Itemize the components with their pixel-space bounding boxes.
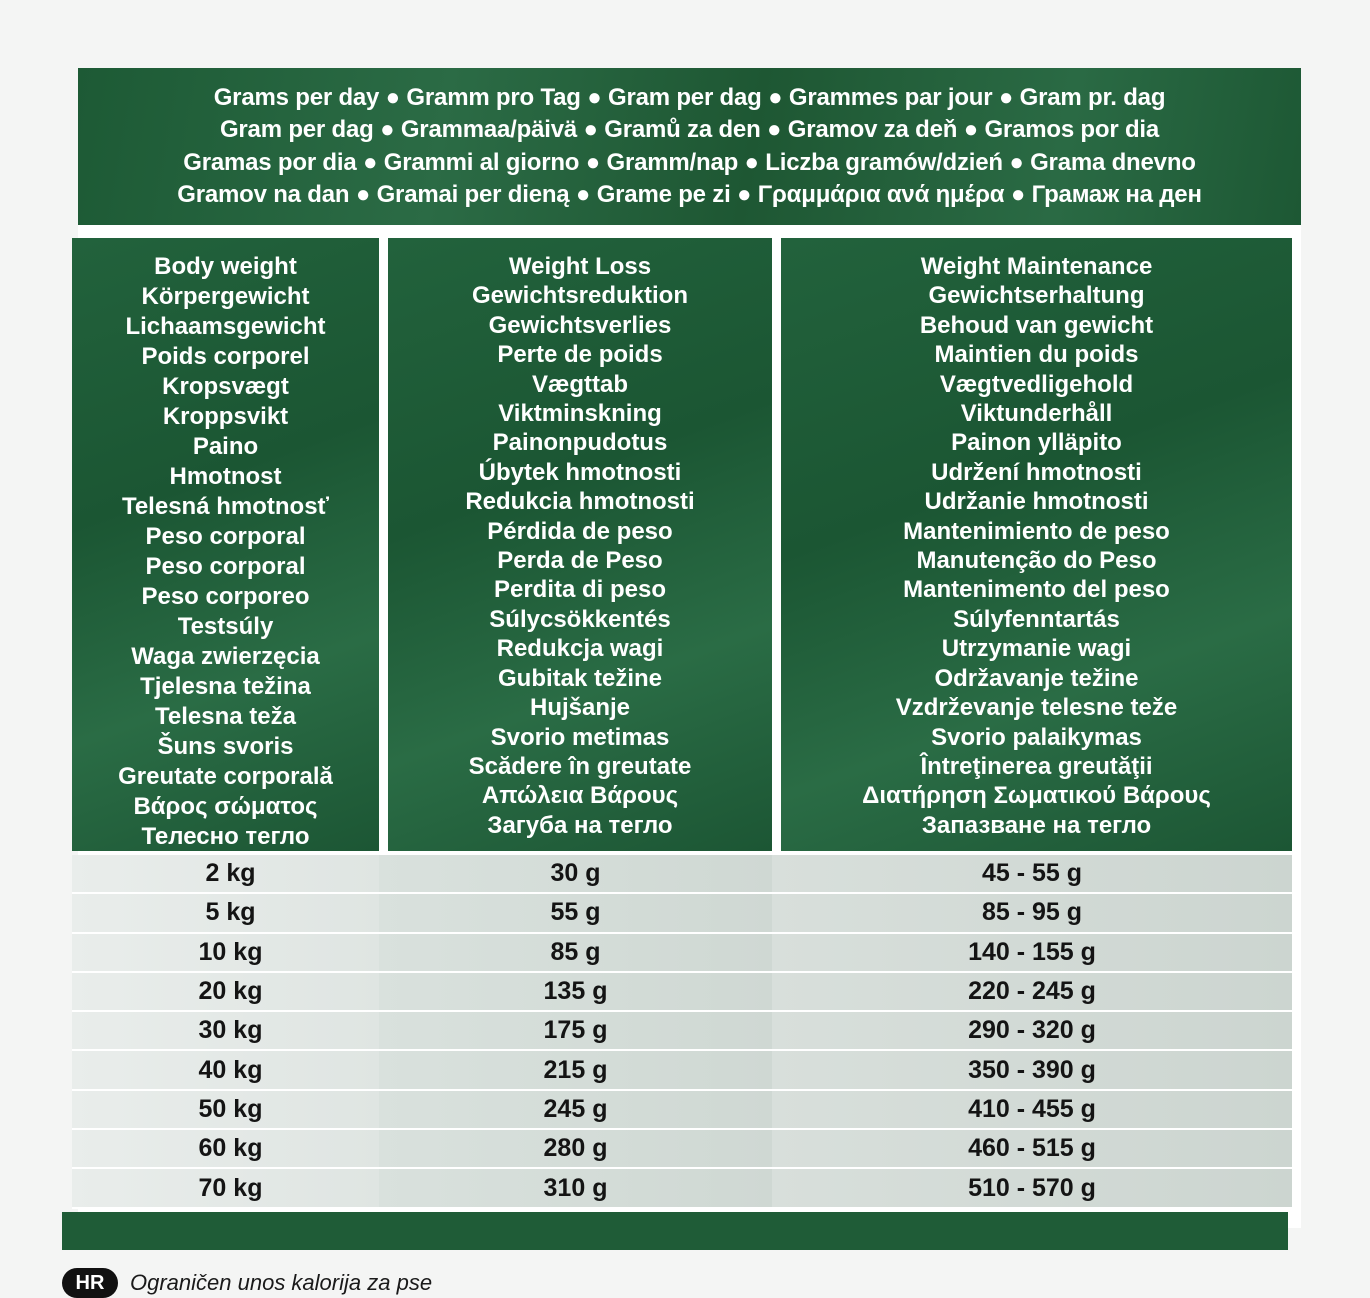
maintenance-cell: 290 - 320 g (772, 1012, 1292, 1049)
weight-maintenance-label: Vægtvedligehold (939, 370, 1134, 398)
body-weight-label: Lichaamsgewicht (125, 313, 326, 340)
language-badge: HR (62, 1268, 118, 1298)
body-weight-label: Peso corporal (145, 523, 306, 550)
body-weight-label: Телесно тегло (141, 823, 310, 850)
maintenance-cell: 85 - 95 g (772, 894, 1292, 931)
weight-loss-label: Gewichtsreduktion (471, 282, 689, 310)
body-weight-label: Hmotnost (169, 463, 282, 490)
body-weight-label: Tjelesna težina (140, 673, 311, 700)
weight-loss-cell: 135 g (379, 973, 772, 1010)
weight-loss-header (388, 238, 772, 851)
weight-maintenance-label: Manutenção do Peso (916, 547, 1157, 575)
weight-maintenance-label: Διατήρηση Σωματικού Βάρους (862, 782, 1211, 810)
table-row (72, 894, 1292, 933)
weight-maintenance-label: Održavanje težine (934, 664, 1139, 692)
weight-loss-label: Hujšanje (529, 694, 631, 722)
title-line: Grams per day ● Gramm pro Tag ● Gram per dag ● Grammes par jour ● Gram pr. dag (213, 83, 1166, 111)
weight-maintenance-label: Udržanie hmotnosti (924, 488, 1149, 516)
weight-loss-label: Redukcia hmotnosti (465, 488, 695, 516)
body-weight-label: Waga zwierzęcia (131, 643, 320, 670)
body-weight-label: Peso corporal (145, 553, 306, 580)
weight-loss-label: Perte de poids (497, 341, 663, 369)
table-footer-bar (62, 1212, 1288, 1250)
body-weight-cell: 70 kg (72, 1169, 379, 1206)
body-weight-label: Körpergewicht (141, 283, 310, 310)
body-weight-cell: 40 kg (72, 1051, 379, 1088)
weight-maintenance-label: Mantenimiento de peso (903, 517, 1170, 545)
weight-loss-label: Загуба на тегло (487, 811, 673, 839)
weight-loss-cell: 280 g (379, 1130, 772, 1167)
body-weight-cell: 50 kg (72, 1091, 379, 1128)
maintenance-cell: 410 - 455 g (772, 1091, 1292, 1128)
maintenance-cell: 460 - 515 g (772, 1130, 1292, 1167)
body-weight-label: Βάρος σώματος (133, 793, 318, 820)
table-row (72, 1169, 1292, 1208)
body-weight-label: Telesná hmotnosť (121, 493, 330, 520)
table-row (72, 1130, 1292, 1169)
column-headers (72, 238, 1292, 851)
body-weight-cell: 5 kg (72, 894, 379, 931)
weight-loss-label: Súlycsökkentés (489, 605, 671, 633)
table-row (72, 855, 1292, 894)
weight-maintenance-label: Weight Maintenance (920, 253, 1153, 280)
weight-loss-cell: 310 g (379, 1169, 772, 1206)
table-row (72, 1091, 1292, 1130)
bottom-note (62, 1268, 432, 1298)
maintenance-cell: 510 - 570 g (772, 1169, 1292, 1206)
table-row (72, 1051, 1292, 1090)
weight-loss-label: Απώλεια Βάρους (481, 782, 679, 810)
weight-loss-label: Viktminskning (498, 400, 662, 428)
weight-maintenance-label: Viktunderhåll (960, 400, 1113, 428)
body-weight-label: Šuns svoris (157, 733, 294, 760)
weight-loss-label: Svorio metimas (490, 723, 670, 751)
body-weight-label: Kropsvægt (162, 373, 289, 400)
weight-loss-cell: 55 g (379, 894, 772, 931)
body-weight-label: Paino (192, 433, 259, 460)
weight-loss-cell: 245 g (379, 1091, 772, 1128)
body-weight-label: Telesna teža (155, 703, 296, 730)
body-weight-cell: 30 kg (72, 1012, 379, 1049)
maintenance-cell: 140 - 155 g (772, 934, 1292, 971)
weight-loss-label: Redukcja wagi (496, 635, 664, 663)
body-weight-cell: 10 kg (72, 934, 379, 971)
weight-loss-label: Scădere în greutate (468, 752, 692, 780)
table-row (72, 934, 1292, 973)
weight-loss-label: Perdita di peso (493, 576, 667, 604)
weight-maintenance-label: Maintien du poids (934, 341, 1139, 369)
title-line: Gramov na dan ● Gramai per dieną ● Grame pe zi ● Γραμμάρια ανά ημέρα ● Грамаж на ден (177, 181, 1202, 208)
maintenance-cell: 350 - 390 g (772, 1051, 1292, 1088)
title-line: Gramas por dia ● Grammi al giorno ● Gramm/nap ● Liczba gramów/dzień ● Grama dnevno (183, 148, 1196, 176)
body-weight-label: Greutate corporală (118, 763, 333, 790)
table-row (72, 973, 1292, 1012)
maintenance-cell: 45 - 55 g (772, 855, 1292, 892)
weight-loss-label: Úbytek hmotnosti (478, 458, 682, 486)
weight-loss-label: Pérdida de peso (487, 517, 673, 545)
weight-maintenance-label: Utrzymanie wagi (941, 635, 1132, 663)
weight-maintenance-label: Svorio palaikymas (931, 723, 1142, 751)
weight-maintenance-label: Запазване на тегло (921, 811, 1152, 839)
feeding-rows (72, 855, 1292, 1209)
weight-loss-cell: 30 g (379, 855, 772, 892)
feeding-table-panel (78, 68, 1301, 1228)
weight-loss-label: Perda de Peso (497, 547, 663, 575)
weight-maintenance-label: Gewichtserhaltung (928, 282, 1145, 310)
body-weight-cell: 60 kg (72, 1130, 379, 1167)
body-weight-label: Poids corporel (141, 343, 310, 370)
weight-maintenance-label: Întreţinerea greutăţii (920, 752, 1153, 780)
body-weight-label: Peso corporeo (141, 583, 310, 610)
weight-maintenance-label: Painon ylläpito (951, 429, 1122, 457)
weight-maintenance-label: Vzdrževanje telesne teže (895, 694, 1178, 722)
weight-loss-label: Gewichtsverlies (488, 311, 672, 339)
body-weight-header (72, 238, 379, 851)
weight-maintenance-header (781, 238, 1292, 851)
body-weight-label: Testsúly (177, 613, 274, 640)
table-row (72, 1012, 1292, 1051)
weight-maintenance-label: Mantenimento del peso (903, 576, 1170, 604)
weight-loss-cell: 175 g (379, 1012, 772, 1049)
body-weight-cell: 20 kg (72, 973, 379, 1010)
grams-per-day-title (78, 68, 1301, 231)
body-weight-label: Body weight (154, 253, 297, 280)
maintenance-cell: 220 - 245 g (772, 973, 1292, 1010)
weight-loss-label: Painonpudotus (492, 429, 668, 457)
title-line: Gram per dag ● Grammaa/päivä ● Gramů za den ● Gramov za deň ● Gramos por dia (219, 116, 1160, 143)
weight-maintenance-label: Udržení hmotnosti (931, 458, 1142, 486)
bottom-note-text: Ograničen unos kalorija za pse (130, 1270, 433, 1295)
body-weight-label: Kroppsvikt (162, 403, 289, 430)
weight-loss-cell: 215 g (379, 1051, 772, 1088)
body-weight-cell: 2 kg (72, 855, 379, 892)
weight-maintenance-label: Súlyfenntartás (953, 605, 1120, 633)
weight-loss-label: Weight Loss (508, 253, 652, 280)
weight-maintenance-label: Behoud van gewicht (919, 311, 1154, 339)
weight-loss-label: Gubitak težine (497, 664, 663, 692)
weight-loss-label: Vægttab (532, 370, 628, 398)
weight-loss-cell: 85 g (379, 934, 772, 971)
